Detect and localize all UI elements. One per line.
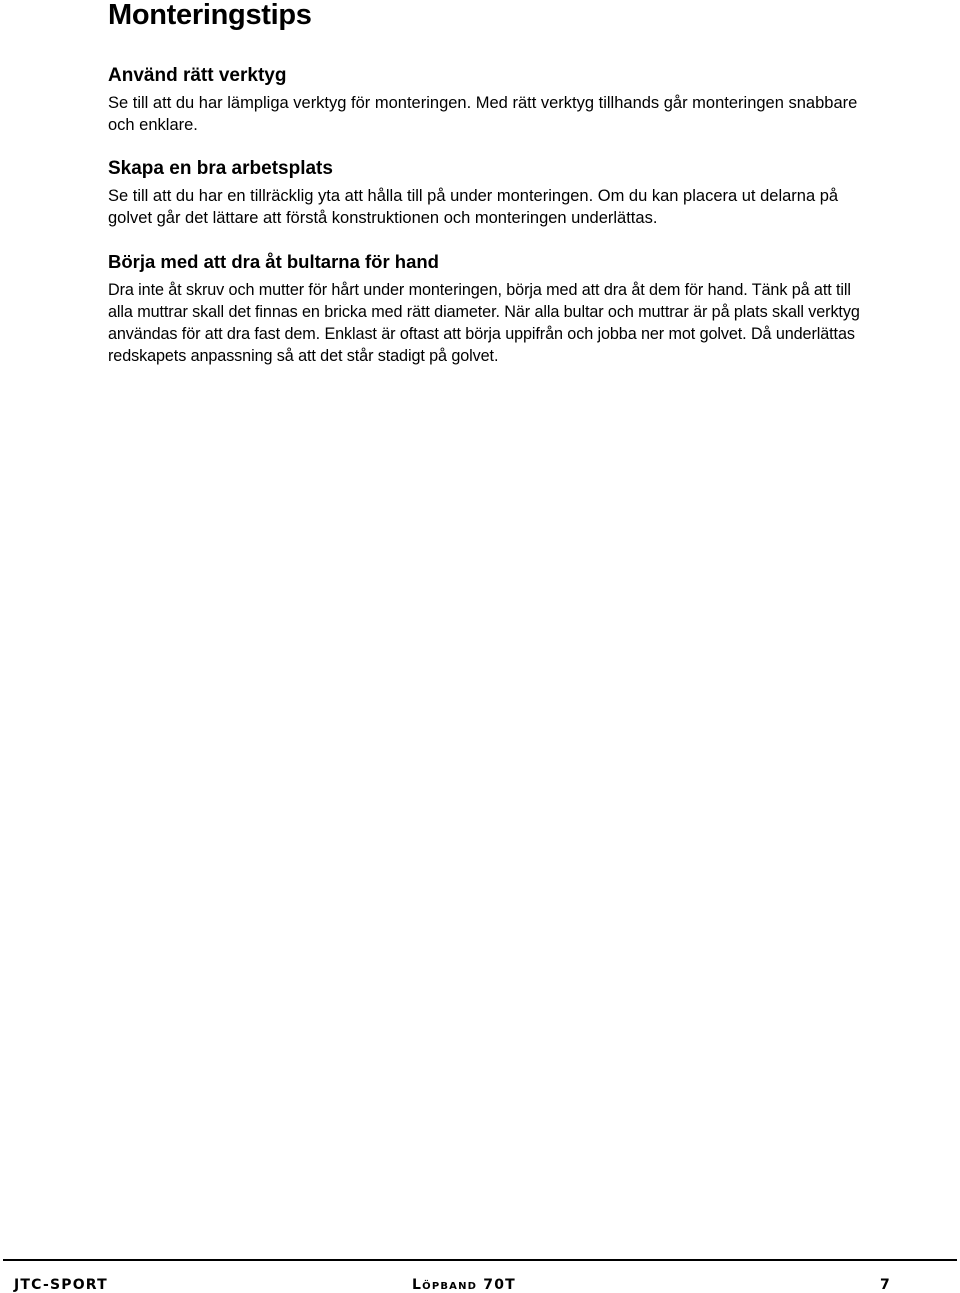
footer-brand: JTC-SPORT xyxy=(14,1277,108,1293)
section-body: Dra inte åt skruv och mutter för hårt under monteringen, börja med att dra åt dem för hand. Tänk på att till alla muttrar skall det finnas en bricka med rätt diameter. När alla bultar och muttrar är på plats skall verktyg användas för att dra fast dem. Enklast är oftast att börja uppifrån och jobba ner mot golvet. Då underlättas redskapets anpassning så att det står stadigt på golvet. xyxy=(108,281,860,365)
section-workspace xyxy=(108,157,868,229)
section-body: Se till att du har lämpliga verktyg för monteringen. Med rätt verktyg tillhands går monteringen snabbare och enklare. xyxy=(108,94,858,134)
footer-product-name: Löpband 70T xyxy=(412,1277,516,1293)
section-heading: Använd rätt verktyg xyxy=(108,65,287,86)
section-tools xyxy=(108,64,868,136)
section-body: Se till att du har en tillräcklig yta att hålla till på under monteringen. Om du kan placera ut delarna på golvet går det lättare att förstå konstruktionen och monteringen underlättas. xyxy=(108,187,839,227)
footer-divider xyxy=(3,1259,957,1261)
footer-page-number: 7 xyxy=(880,1277,891,1293)
page-title: Monteringstips xyxy=(108,0,312,31)
section-heading: Börja med att dra åt bultarna för hand xyxy=(108,251,439,272)
section-bolts xyxy=(108,250,868,367)
section-heading: Skapa en bra arbetsplats xyxy=(108,158,333,179)
